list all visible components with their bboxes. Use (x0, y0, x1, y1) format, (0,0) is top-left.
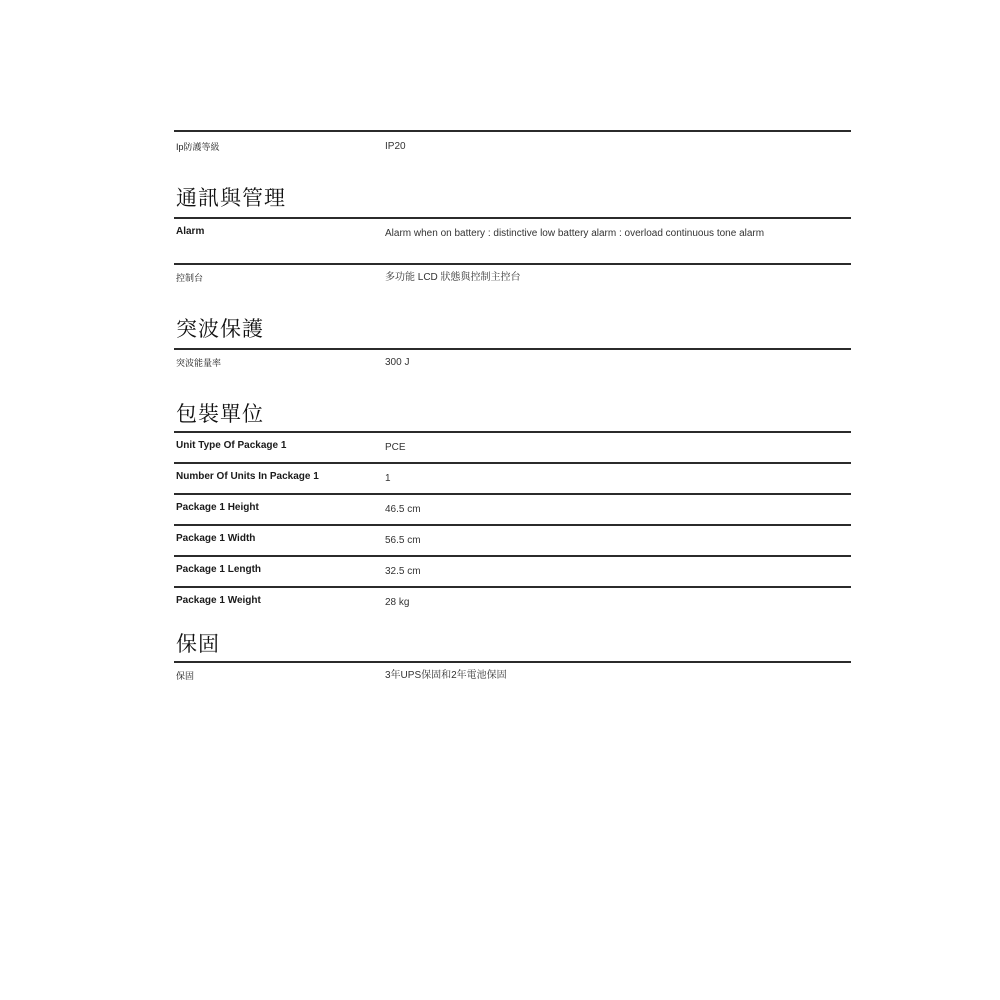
spec-label: Number Of Units In Package 1 (176, 471, 319, 482)
section-title: 包裝單位 (176, 403, 264, 426)
spec-row-console (174, 265, 851, 311)
spec-row-alarm (174, 219, 851, 265)
spec-label: Alarm (176, 226, 205, 237)
section-title: 保固 (176, 633, 220, 656)
spec-label: 保固 (176, 671, 195, 681)
spec-label: Ip防護等級 (176, 142, 220, 152)
spec-value: 28 kg (385, 597, 410, 608)
spec-label: Unit Type Of Package 1 (176, 440, 287, 451)
spec-value: Alarm when on battery : distinctive low battery alarm : overload continuous tone alarm (385, 228, 765, 239)
spec-label: 控制台 (176, 273, 204, 283)
spec-row-surge-energy (174, 350, 851, 398)
spec-label: Package 1 Length (176, 564, 262, 575)
section-title: 通訊與管理 (176, 187, 286, 210)
section-warranty (174, 632, 851, 703)
spec-row-units-count (174, 464, 851, 495)
spec-sheet (174, 130, 851, 703)
spec-value: 多功能 LCD 狀態與控制主控台 (385, 272, 521, 283)
spec-label: 突波能量率 (176, 358, 222, 368)
spec-label: Package 1 Width (176, 533, 256, 544)
spec-row-width (174, 526, 851, 557)
spec-row-length (174, 557, 851, 588)
spec-value: 300 J (385, 357, 410, 368)
spec-label: Package 1 Height (176, 502, 259, 513)
spec-row-ip-rating (174, 132, 851, 176)
spec-row-unit-type (174, 433, 851, 464)
section-title: 突波保護 (176, 318, 264, 341)
spec-row-weight (174, 588, 851, 630)
section-surge-protection (174, 317, 851, 398)
spec-value: 46.5 cm (385, 504, 421, 515)
section-communications (174, 186, 851, 311)
spec-value: 56.5 cm (385, 535, 421, 546)
spec-value: 1 (385, 473, 391, 484)
spec-value: 32.5 cm (385, 566, 421, 577)
spec-value: 3年UPS保固和2年電池保固 (385, 670, 507, 681)
spec-row-warranty (174, 663, 851, 703)
spec-value: IP20 (385, 141, 406, 152)
spec-label: Package 1 Weight (176, 595, 261, 606)
section-packaging (174, 402, 851, 630)
spec-row-height (174, 495, 851, 526)
spec-value: PCE (385, 442, 406, 453)
